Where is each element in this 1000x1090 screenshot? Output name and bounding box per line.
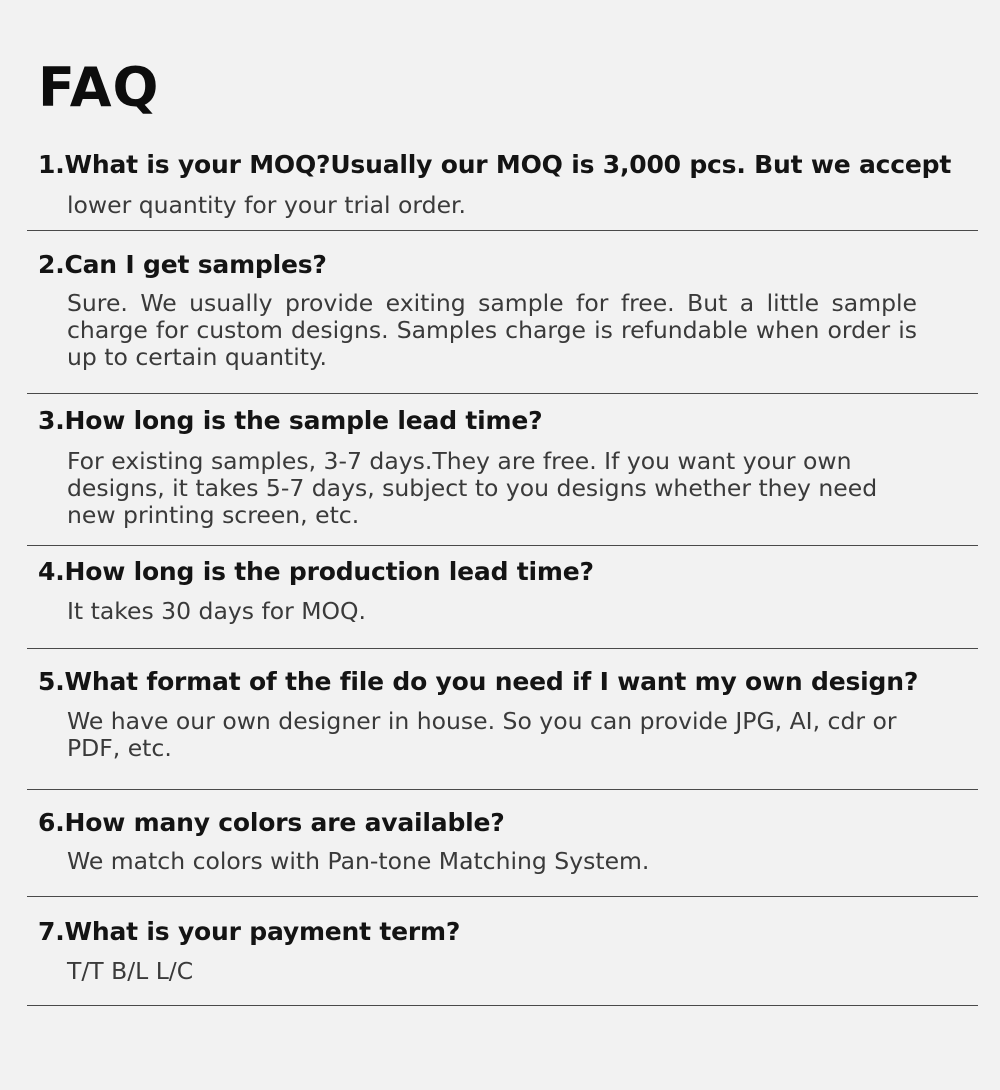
- faq-question: 7.What is your payment term?: [38, 917, 461, 946]
- faq-question: 5.What format of the file do you need if I want my own design?: [38, 667, 919, 696]
- divider: [27, 896, 978, 897]
- divider: [27, 789, 978, 790]
- faq-answer: T/T B/L L/C: [67, 957, 194, 985]
- page-title: FAQ: [38, 56, 160, 119]
- faq-answer: We match colors with Pan-tone Matching System.: [67, 847, 650, 875]
- faq-answer: lower quantity for your trial order.: [67, 191, 467, 219]
- divider: [27, 230, 978, 231]
- faq-answer: We have our own designer in house. So you can provide JPG, AI, cdr or PDF, etc.: [67, 707, 897, 762]
- faq-question: 3.How long is the sample lead time?: [38, 406, 543, 435]
- faq-question: 4.How long is the production lead time?: [38, 557, 594, 586]
- divider: [27, 393, 978, 394]
- faq-question: 1.What is your MOQ?Usually our MOQ is 3,000 pcs. But we accept: [38, 150, 952, 179]
- divider: [27, 648, 978, 649]
- faq-question: 6.How many colors are available?: [38, 808, 505, 837]
- divider: [27, 1005, 978, 1006]
- faq-answer: For existing samples, 3-7 days.They are free. If you want your own designs, it takes 5-7 days, subject to you designs whether they need new printing screen, etc.: [67, 447, 878, 529]
- faq-answer: Sure. We usually provide exiting sample for free. But a little sample charge for custom designs. Samples charge is refundable when order is up to certain quantity.: [67, 289, 917, 371]
- divider: [27, 545, 978, 546]
- faq-question: 2.Can I get samples?: [38, 250, 327, 279]
- faq-answer: It takes 30 days for MOQ.: [67, 597, 367, 625]
